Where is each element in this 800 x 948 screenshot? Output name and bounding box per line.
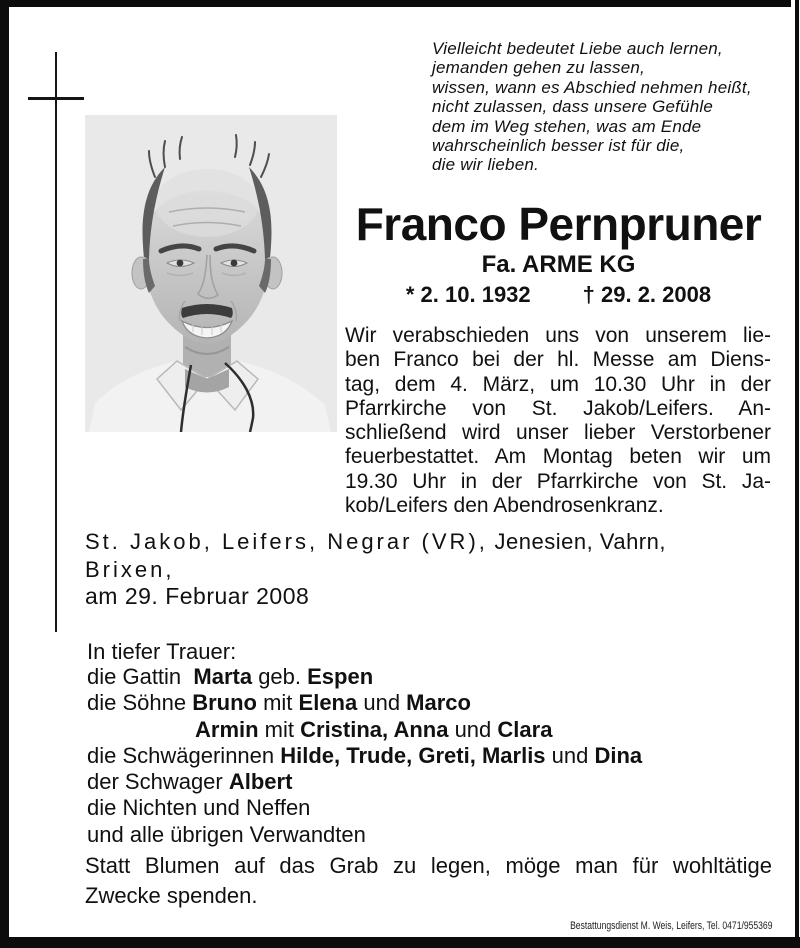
frame-top (0, 0, 791, 7)
mourning-intro: In tiefer Trauer: (87, 639, 237, 664)
funeral-announcement: Wir verabschieden uns von unserem lie- ben Franco bei der hl. Messe am Diens- tag, dem 4. März, um 10.30 Uhr in der Pfarrkirche von St. Jakob/Leifers. An- schließend wird unser lieber Verstorbener feuerbestattet. Am Montag beten wir um 19.30 Uhr in der Pfarrkirche von St. Ja- kob/Leifers den Abendrosenkranz. (345, 324, 771, 518)
funeral-service-credit: Bestattungsdienst M. Weis, Leifers, Tel. 0471/955369 (569, 920, 772, 932)
places-line-1 (85, 528, 775, 556)
mourners-list: die Gattin Marta geb. Espen die Söhne Bruno mit Elena und Marco Armin mit Cristina, Anna und Clara die Schwägerinnen Hilde, Trude, Greti, Marlis und Dina der Schwager Albert die Nichten und Neffen und alle übrigen Verwandten (87, 664, 643, 847)
frame-right (795, 0, 799, 948)
places-line-1-rest: Jenesien, Vahrn, (487, 529, 666, 554)
places-line-2: Brixen, (85, 556, 175, 582)
frame-bottom (0, 937, 800, 948)
donation-request: Statt Blumen auf das Grab zu legen, möge man für wohltätige Zwecke spenden. (85, 853, 772, 908)
birth-date: * 2. 10. 1932 (405, 282, 531, 307)
portrait-illustration (85, 115, 337, 432)
frame-left (0, 0, 9, 948)
places-line-1-spaced: St. Jakob, Leifers, Negrar (VR), (85, 529, 488, 554)
death-date: † 29. 2. 2008 (582, 282, 712, 307)
notice-date: am 29. Februar 2008 (85, 583, 310, 609)
cross-vertical-stroke (55, 52, 57, 632)
deceased-name: Franco Pernpruner (355, 198, 762, 250)
life-dates (345, 282, 772, 308)
places-block (85, 528, 775, 611)
cross-horizontal-stroke (28, 97, 84, 100)
condolence-poem: Vielleicht bedeutet Liebe auch lernen, jemanden gehen zu lassen, wissen, wann es Abschied nehmen heißt, nicht zulassen, dass unsere Gefühle dem im Weg stehen, was am Ende wahrscheinlich besser ist für die, die wir lieben. (432, 39, 752, 175)
deceased-company: Fa. ARME KG (481, 251, 636, 278)
portrait-photo (85, 115, 337, 432)
